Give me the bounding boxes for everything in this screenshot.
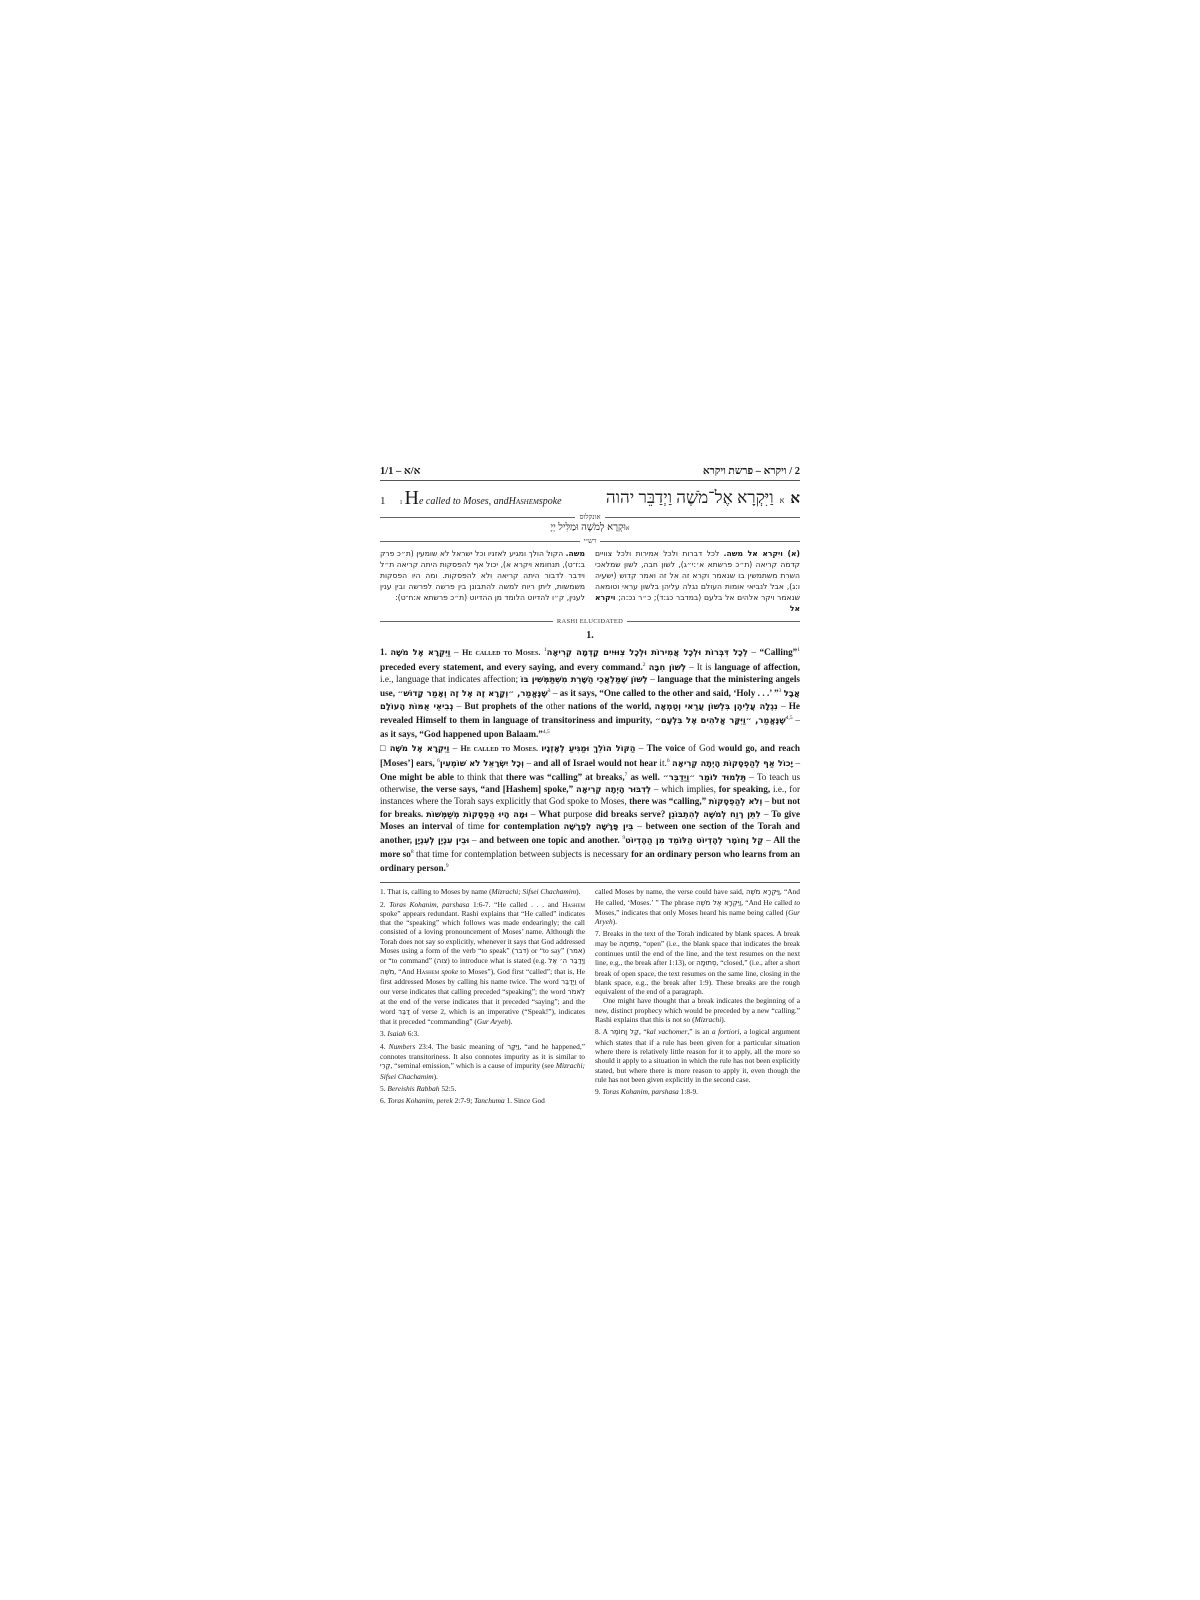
english-run: for contemplation: [488, 820, 560, 831]
english-run: But prophets of the: [464, 700, 546, 711]
hebrew-phrase: לְכָל דִּבְּרוֹת וּלְכָל אֲמִירוֹת וּלְכָל צִוּוּיִים קָדְמָה קְרִיאָה: [546, 647, 748, 658]
onkelos-verse-letter: א: [625, 526, 630, 532]
rashi-label: רש״י: [583, 537, 597, 545]
english-run: there was “calling,”: [629, 796, 707, 807]
english-run: purpose: [563, 808, 596, 819]
english-run: it.: [659, 758, 667, 769]
rashi-text: הקול הולך ומגיע לאזניו וכל ישראל לא שומעין (ת״כ פרק ב:ז־ט), תנחומא ויקרא א), יכול אף להפסקות היתה קריאה ת״ל וידבר לדבור היתה קריאה ולא להפסקות. ומה היו הפסקות משמשות, ליתן ריוח למשה להתבונן בין פרשה לפרשה ובין ענין לענין, ק״ו להדיוט הלומד מן ההדיוט (ת״כ פרשתא א:ח־ט):: [380, 549, 585, 602]
english-run: He revealed Himself to them in language of transitoriness and impurity,: [380, 700, 801, 725]
footnote-ref: 6: [666, 758, 670, 765]
hebrew-phrase: שֶׁנֶּאֱמַר, ״וַיִּקָּר אֱלֹהִים אֶל בִּלְעָם״: [654, 714, 786, 725]
header-parashah-title: 2 / ויקרא – פרשת ויקרא: [702, 466, 800, 477]
english-run: preceded every statement, and every saying, and every command.: [380, 662, 643, 673]
english-run: One might be able: [380, 772, 457, 783]
footnote: 2. Toras Kohanim, parshasa 1:6-7. “He called . . . and Hashem spoke” appears redundant. Rashi explains that “He called” indicates that the “speaking” which follows was made endearingly; the call consisted of a loving pronouncement of Moses’ name. Although the Torah does not say so explicitly, whenever it says that God addressed Moses using a form of the verb “to speak” (דבר) or “to say” (אמר) or “to command” (צוה) to introduce what is stated (e.g. וַיְדַבֵּר ה׳ אֶל מֹשֶׁה, “And Hashem spoke to Moses”), God first “called”; that is, He first addressed Moses by calling his name twice. The word וַיְדַבֵּר of our verse indicates that calling preceded “speaking”; the word לֵאמֹר at the end of the verse indicates that it preceded “saying”; and the word דַּבֵּר of verse 2, which is an imperative (“Speak!”), indicates that it preceded “commanding” (Gur Aryeh).: [380, 899, 585, 1027]
hebrew-phrase: וְלֹא לְהַפְסָקוֹת: [708, 796, 763, 807]
hebrew-phrase: לִתֵּן רֶוַח לְמֹשֶׁה לְהִתְבּוֹנֵן: [668, 808, 761, 819]
footnote: 6. Toras Kohanim, perek 2:7-9; Tanchuma 1. Since God: [380, 1096, 545, 1106]
hebrew-phrase: לְשׁוֹן שֶׁמַּלְאֲכֵי הַשָּׁרֵת מִשְׁתַּמְּשִׁין בּוֹ: [520, 674, 648, 685]
hebrew-phrase: יָכוֹל אַף לְהַפְסָקוֹת הָיְתָה קְרִיאָה: [672, 758, 794, 769]
english-run: He called to Moses.: [462, 648, 541, 658]
footnote-ref: 6: [437, 758, 440, 765]
english-run: to think that: [456, 772, 506, 783]
english-run: as it says, “One called to the other and said, ‘Holy . . .’ ”: [559, 688, 779, 699]
english-run: as it says, “God happened upon Balaam.”: [380, 728, 543, 739]
english-run: All the more so: [380, 834, 801, 859]
footnote-ref: 9: [445, 863, 449, 870]
english-run: between one section of the Torah and another,: [380, 820, 800, 845]
english-run: –: [760, 808, 772, 819]
footnote: 9. Toras Kohanim, parshasa 1:8-9.: [595, 1087, 699, 1097]
onkelos-label: אונקלוס: [579, 513, 601, 521]
english-run: He called to Moses.: [460, 743, 538, 753]
footnotes-column-right: [595, 887, 800, 1108]
elucidation-paragraph: [380, 742, 800, 874]
onkelos-translation: וּקְרָא לְמֹשֶׁה וּמַלִּיל יְיָ: [550, 522, 626, 533]
english-run: The voice: [646, 742, 689, 753]
hebrew-phrase: וּבֵין עִנְיָן לְעִנְיָן: [414, 834, 470, 845]
english-run: –: [647, 674, 658, 685]
hebrew-phrase: וְכָל יִשְׂרָאֵל לֹא שׁוֹמְעִין: [439, 758, 525, 769]
english-run: To give Moses an interval: [380, 808, 801, 831]
hebrew-phrase: הַקּוֹל הוֹלֵךְ וּמַגִּיעַ לְאָזְנָיו: [541, 742, 636, 753]
english-run: –: [524, 758, 534, 769]
english-run: What: [538, 808, 564, 819]
english-run: language of affection,: [714, 662, 800, 673]
english-run: –: [635, 742, 647, 753]
english-run: of time: [456, 820, 489, 831]
hebrew-phrase: לְשׁוֹן חִבָּה: [648, 662, 687, 673]
verse-english-end: spoke: [538, 496, 562, 507]
hebrew-phrase: וַיִּקְרָא אֶל מֹשֶׁה: [389, 742, 450, 753]
hebrew-phrase: לְדִבּוּר הָיְתָה קְרִיאָה: [576, 784, 652, 795]
onkelos-text: [380, 522, 800, 533]
hebrew-phrase: בֵּין פָּרָשָׁה לְפָרָשָׁה: [563, 820, 634, 831]
verse-english-hashem: Hashem: [508, 496, 539, 507]
english-run: i.e., for instances where the Torah says explicitly that God spoke to Moses,: [380, 784, 801, 807]
english-run: □: [380, 742, 390, 753]
english-run: –: [792, 714, 801, 725]
english-run: – To teach us otherwise,: [380, 772, 801, 795]
footnote-ref: 4,5: [542, 728, 550, 735]
english-run: and between one topic and another.: [479, 834, 620, 845]
hebrew-phrase: תַּלְמוּד לוֹמַר ״וַיְדַבֵּר״: [662, 772, 747, 783]
english-run: –: [763, 834, 774, 845]
footnote: 7. Breaks in the text of the Torah indicated by blank spaces. A break may be פְּתוּחָה, “open” (i.e., the blank space that indicates the break continues until the end of the line, and the text resumes on the next line, e.g., the break after 1:13), or סְתוּמָה, “closed,” (i.e., after a short break of open space, the text resumes on the same line, closing in the blank space, e.g., the break after 1:9). These breaks are the rough equivalent of the end of a paragraph. One might have thought that a break indicates the beginning of a new, distinct prophecy which would be preceded by a new “calling.” Rashi explains that this is not so (Mizrachi).: [595, 929, 800, 1025]
english-run: would go, and reach [Moses’] ears,: [380, 742, 800, 769]
english-run: – It is: [686, 662, 715, 673]
footnote-ref: 7: [624, 772, 628, 779]
footnote: 5. Bereishis Rabbah 52:5.: [380, 1083, 457, 1093]
english-run: i.e., language that indicates affection;: [380, 674, 521, 685]
english-run: there was “calling” at breaks,: [505, 772, 625, 783]
english-run: as well.: [627, 772, 660, 783]
verse-hebrew-text: וַיִּקְרָא אֶל־מֹשֶׁה וַיְדַבֵּר יהוה: [605, 488, 774, 507]
footnote-ref: 9: [622, 834, 626, 841]
english-run: –: [527, 808, 539, 819]
footnote-ref: 1: [399, 500, 403, 506]
english-run: and all of Israel would not hear: [533, 758, 660, 769]
footnote: 8. A קַל וָחוֹמֶר, “kal vachomer,” is an a fortiori, a logical argument which states that if a rule has been given for a particular situation where there is relatively little reason for it to apply, all the more so should it apply to a situation in which the rule has not been explicitly stated, but where there is more reason to apply it, even though the rule has not been given explicitly in the second case.: [595, 1027, 801, 1084]
rashi-commentary: [380, 548, 800, 614]
english-run: that time for contemplation between subjects is necessary: [413, 848, 632, 859]
footnotes-column-left: [380, 887, 585, 1108]
english-run: “Calling”: [759, 647, 798, 658]
verse-number: 1: [380, 495, 386, 507]
footnote-ref: 3: [547, 688, 551, 695]
footnotes-divider: [380, 882, 800, 883]
rashi-elucidation: [380, 644, 800, 874]
footnote: 1. That is, calling to Moses by name (Mizrachi; Sifsei Chachamim).: [380, 887, 581, 897]
english-run: other: [545, 700, 565, 711]
english-run: –: [633, 820, 646, 831]
english-run: –: [550, 688, 560, 699]
footnote: called Moses by name, the verse could have said, וַיִּקְרָא מֹשֶׁה, “And He called, ‘Moses.’ ” The phrase וַיִּקְרָא אֶל מֹשֶׁה, “And He called to Moses,” indicates that only Moses heard his name being called (Gur Aryeh).: [595, 887, 801, 927]
footnote-ref: 1: [797, 647, 801, 653]
english-run: –: [777, 700, 789, 711]
footnote-ref: 1: [543, 647, 547, 653]
english-run: –: [762, 796, 772, 807]
footnote: 4. Numbers 23:4. The basic meaning of וַיִּקָּר, “and he happened,” connotes transitoriness. It also connotes impurity as it is similar to קֶרִי, “seminal emission,” which is a cause of impurity (see Mizrachi; Sifsei Chachamim).: [380, 1041, 586, 1081]
onkelos-divider: [380, 513, 800, 521]
english-run: –: [453, 700, 465, 711]
rashi-dibur-hamatchil: (א) ויקרא אל משה.: [723, 549, 800, 558]
rashi-elucidated-divider: [380, 618, 800, 625]
english-run: –: [747, 647, 760, 658]
english-run: –: [449, 742, 461, 753]
header-chapter-ref: 1/1 – א/א: [380, 466, 421, 477]
english-run: – which implies,: [651, 784, 719, 795]
english-run: –: [450, 647, 463, 658]
footnote-ref: 8: [410, 848, 414, 855]
hebrew-phrase: קַל וָחוֹמֶר לְהֶדְיוֹט הַלּוֹמֵד מִן הַהֶדְיוֹט: [625, 834, 764, 845]
rashi-divider: [380, 537, 800, 545]
english-run: the verse says, “and [Hashem] spoke,”: [420, 784, 574, 795]
hebrew-phrase: אֲבָל נְבִיאֵי אֻמּוֹת הָעוֹלָם: [380, 688, 801, 711]
english-run: for speaking,: [718, 784, 771, 795]
english-run: –: [469, 834, 480, 845]
elucidation-paragraph: [380, 644, 800, 740]
english-run: for an ordinary person who learns from an ordinary person.: [380, 848, 800, 874]
english-run: –: [793, 758, 801, 769]
english-run: but not for breaks.: [380, 796, 801, 819]
rashi-elucidated-label: RASHI ELUCIDATED: [556, 618, 624, 625]
hebrew-phrase: וַיִּקְרָא אֶל מֹשֶׁה: [390, 647, 451, 658]
elucidated-verse-number: 1.: [586, 630, 594, 641]
chapter-letter: א: [790, 491, 800, 507]
footnote-ref: 3: [778, 688, 782, 695]
english-run: nations of the world,: [564, 700, 652, 711]
verse-hebrew: [606, 488, 800, 508]
drop-cap: H: [404, 487, 419, 509]
verse-english: [380, 488, 562, 508]
rashi-column-left: [380, 548, 585, 614]
footnote-ref: 2: [642, 662, 646, 669]
hebrew-phrase: נִגְלָה עֲלֵיהֶן בִּלְשׁוֹן עֲרַאי וְטֻמְאָה: [654, 700, 778, 711]
english-run: of God: [688, 742, 719, 753]
verse-1: [380, 487, 800, 509]
footnote: 3. Isaiah 6:3.: [380, 1029, 420, 1039]
footnote-ref: 4,5: [785, 714, 793, 721]
hebrew-phrase: וּמָה הָיוּ הַפְסָקוֹת מְשַׁמְּשׁוֹת: [426, 808, 528, 819]
english-run: 1.: [380, 647, 391, 658]
rashi-text: לכל דברות ולכל אמירות ולכל צוויים קדמה קריאה (ת״כ פרשתא א׳:י״ג), לשון חבה, לשון שמלאכי השרת משתמשין בו שנאמר וקרא זה אל זה ואמר קדוש (ישעיה ו:ג), אבל לנביאי אומות העולם נגלה עליהן בלשון עראי וטומאה שנאמר ויקר אלהים אל בלעם (במדבר כג:ד); כ״ר נכ:ה;: [595, 549, 800, 602]
english-run: language that the ministering angels use,: [380, 674, 800, 699]
footnotes: [380, 887, 800, 1108]
book-page: [380, 466, 800, 1108]
hebrew-phrase: שֶׁנֶּאֱמַר, ״וְקָרָא זֶה אֶל זֶה וְאָמַר קָדוֹשׁ״: [397, 688, 548, 699]
rashi-dibur-hamatchil: ויקרא אל: [595, 593, 800, 613]
english-run: did breaks serve?: [595, 808, 666, 819]
running-header: [380, 466, 800, 481]
rashi-column-right: [595, 548, 800, 614]
rashi-dibur-hamatchil: משה.: [565, 549, 585, 558]
verse-english-text: e called to Moses, and: [418, 496, 509, 507]
verse-letter: א: [779, 496, 785, 505]
